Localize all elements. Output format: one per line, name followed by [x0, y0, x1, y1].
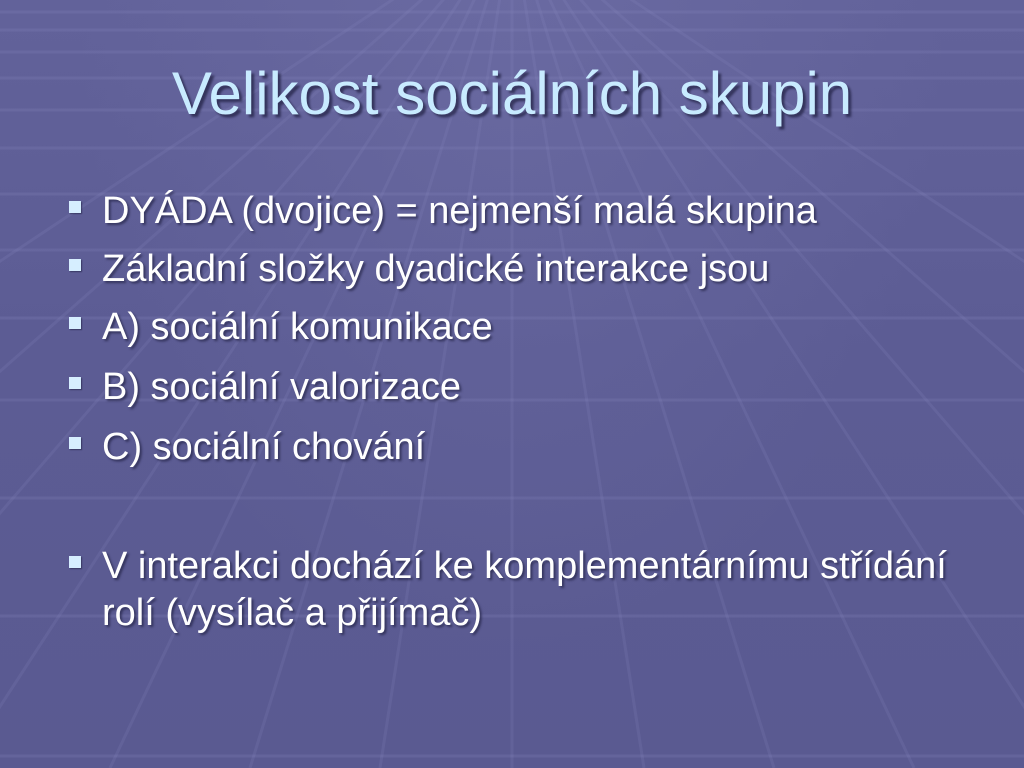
bullet-item	[64, 246, 984, 293]
square-bullet-icon	[69, 556, 81, 568]
bullet-text: DYÁDA (dvojice) = nejmenší malá skupina	[102, 190, 817, 232]
bullet-item	[64, 188, 984, 235]
bullet-text: B) sociální valorizace	[102, 366, 462, 408]
square-bullet-icon	[69, 437, 81, 449]
square-bullet-icon	[69, 259, 81, 271]
bullet-item	[64, 543, 984, 637]
bullet-item	[64, 424, 984, 471]
bullet-text: C) sociální chování	[102, 426, 426, 468]
square-bullet-icon	[69, 377, 81, 389]
bullet-item	[64, 304, 984, 351]
bullet-text: A) sociální komunikace	[102, 306, 493, 348]
square-bullet-icon	[69, 201, 81, 213]
bullet-item	[64, 364, 984, 411]
square-bullet-icon	[69, 317, 81, 329]
slide-title: Velikost sociálních skupin	[171, 60, 853, 127]
bullet-text: V interakci dochází ke komplementárnímu střídání rolí (vysílač a přijímač)	[102, 545, 947, 634]
bullet-text: Základní složky dyadické interakce jsou	[102, 248, 770, 290]
